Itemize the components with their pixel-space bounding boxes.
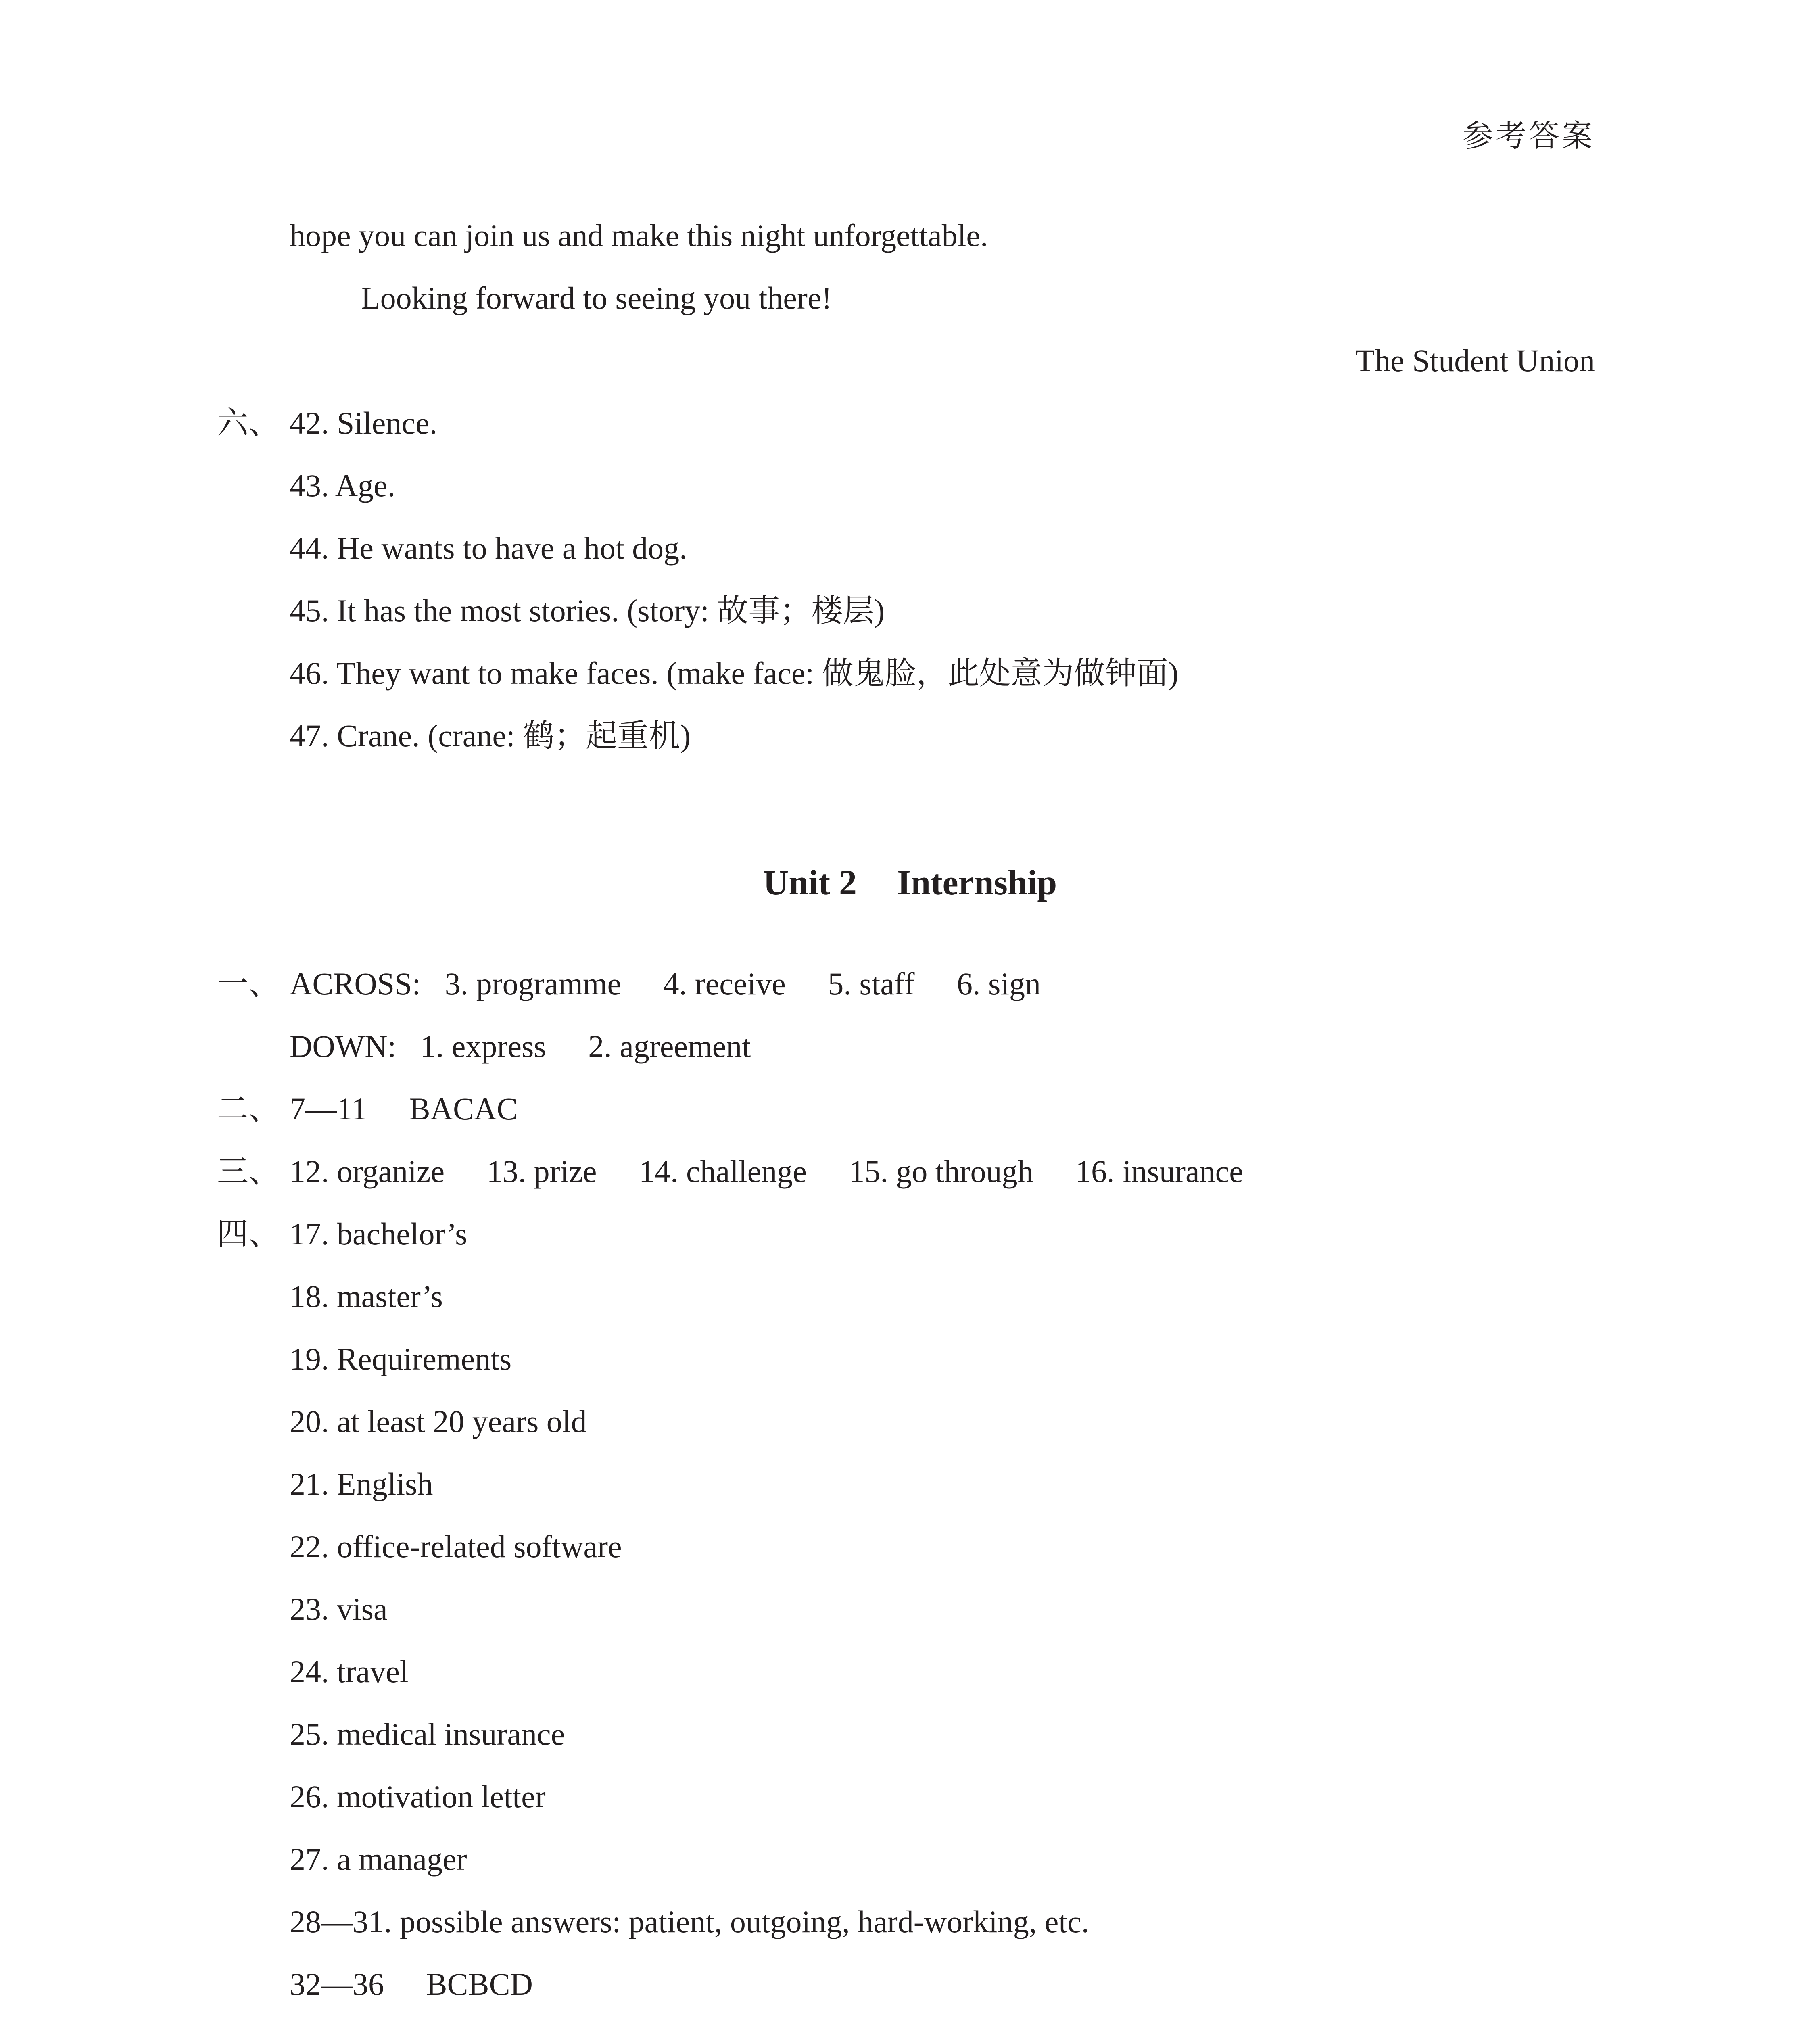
letter-line: hope you can join us and make this night unforgettable. (290, 218, 988, 253)
answer-item: 21. English (290, 1466, 433, 1501)
running-head: 参考答案 (1463, 119, 1595, 153)
letter-signature: The Student Union (1355, 343, 1595, 378)
choice-answers: 二、 7—11 BACAC (217, 1091, 518, 1126)
answer-item: 27. a manager (290, 1842, 467, 1877)
answer-item: 24. travel (290, 1654, 409, 1689)
section-marker: 四、 (217, 1216, 280, 1251)
letter-line: Looking forward to seeing you there! (361, 280, 832, 315)
answer-item: 45. It has the most stories. (story: 故事；楼层) (290, 593, 885, 628)
section-marker: 六、 (217, 405, 280, 441)
answer-item: 26. motivation letter (290, 1779, 546, 1814)
across-label: ACROSS: (290, 966, 421, 1001)
answer-item: 44. He wants to have a hot dog. (290, 530, 687, 566)
unit-name: Internship (897, 863, 1057, 902)
choice-answers: 32—36 BCBCD (290, 1967, 533, 2002)
unit-title (0, 865, 1820, 901)
answer-item: 四、 17. bachelor’s (217, 1216, 468, 1251)
answer-item: 25. medical insurance (290, 1716, 565, 1752)
section-marker: 一、 (217, 966, 280, 1001)
answer-item: 22. office-related software (290, 1529, 622, 1564)
crossword-across: 一、 ACROSS: 3. programme 4. receive 5. staff 6. sign (217, 966, 1041, 1001)
answer-item: 18. master’s (290, 1279, 443, 1314)
answer-item: 23. visa (290, 1591, 388, 1627)
answer-item: 46. They want to make faces. (make face: 做鬼脸，此处意为做钟面) (290, 656, 1179, 691)
answer-item: 28—31. possible answers: patient, outgoing, hard-working, etc. (290, 1904, 1089, 1939)
word-answers: 三、 12. organize 13. prize 14. challenge 15. go through 16. insurance (217, 1154, 1243, 1189)
answer-item: 43. Age. (290, 468, 396, 503)
answer-item: 六、 42. Silence. (217, 405, 438, 441)
section-marker: 二、 (217, 1091, 280, 1126)
crossword-down: DOWN: 1. express 2. agreement (290, 1029, 751, 1064)
answer-item: 20. at least 20 years old (290, 1404, 587, 1439)
section-marker: 三、 (217, 1154, 280, 1189)
answer-item: 19. Requirements (290, 1341, 512, 1376)
down-label: DOWN: (290, 1029, 397, 1064)
answer-item: 47. Crane. (crane: 鹤；起重机) (290, 718, 691, 753)
unit-number: Unit 2 (763, 863, 857, 902)
